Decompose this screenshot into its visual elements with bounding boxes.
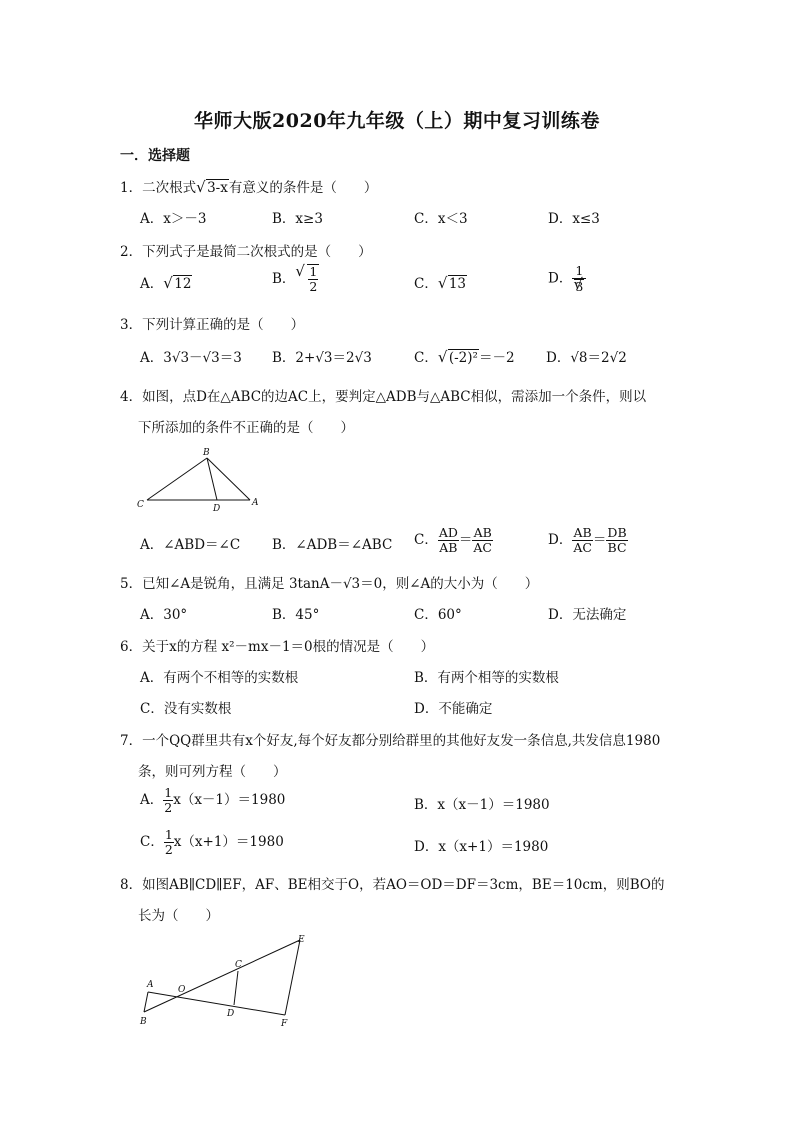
radicand: 3-x (207, 180, 228, 196)
question-4 (120, 385, 646, 405)
question-text: 有意义的条件是（ ） (228, 180, 378, 196)
option-a: A．3√3－√3＝3 (140, 350, 242, 366)
sqrt-expression (438, 276, 467, 292)
option-a: A．有两个不相等的实数根 (140, 670, 299, 686)
option-d: D．√8＝2√2 (546, 350, 627, 366)
label-b: B (140, 1017, 147, 1027)
option-d: D．x（x+1）＝1980 (414, 839, 549, 855)
question-number: 4． (120, 389, 143, 405)
numerator: √ 1 (309, 264, 318, 279)
option-a (140, 272, 192, 292)
label-d: D (213, 504, 221, 514)
section-heading: 一．选择题 (120, 148, 190, 164)
option-d: D．无法确定 (548, 607, 627, 623)
option-c (414, 526, 493, 555)
question-8-line2: 长为（ ） (138, 908, 219, 924)
label-a: A (147, 980, 154, 990)
option-a: A．30° (140, 607, 188, 623)
fraction: $\frac{AB}{AC}$ (473, 525, 492, 555)
option-b: B．有两个相等的实数根 (414, 670, 559, 686)
option-d: D．不能确定 (414, 701, 493, 717)
option-label: D． (548, 532, 573, 548)
question-number: 3． (120, 317, 143, 333)
question-text: 关于x的方程 x²－mx－1＝0根的情况是（ ） (142, 639, 435, 655)
segment-be (144, 940, 300, 1012)
option-label: A． (140, 792, 164, 808)
question-number: 1． (120, 180, 143, 196)
option-label: D． (548, 270, 573, 287)
option-c: C．x＜3 (414, 211, 468, 227)
label-c: C (235, 960, 242, 970)
question-text: 一个QQ群里共有x个好友,每个好友都分别给群里的其他好友发一条信息,共发信息1980 (142, 733, 661, 749)
segment-ef (285, 940, 300, 1015)
segment-ab (144, 992, 148, 1012)
fraction: $\frac{AB}{AC}$ (573, 525, 592, 555)
option-label: A． (140, 276, 164, 292)
denominator: 2 (309, 279, 318, 294)
triangle-figure (135, 445, 265, 515)
question-number: 8． (120, 877, 143, 893)
label-a: A (252, 498, 259, 508)
denominator: √ 3 (572, 279, 586, 294)
option-label: B． (272, 271, 296, 287)
option-expression: x（x+1）＝1980 (173, 834, 284, 850)
segment-ba (207, 458, 250, 500)
equals: ＝ (592, 532, 607, 548)
label-d: D (227, 1009, 235, 1019)
question-7-line2: 条，则可列方程（ ） (138, 764, 287, 780)
segment-bd (207, 458, 217, 500)
sqrt-expression (196, 180, 229, 196)
page-title: 华师大版2020年九年级（上）期中复习训练卷 (194, 110, 600, 132)
option-label: C． (414, 350, 438, 366)
sqrt-expression (438, 350, 479, 366)
option-d (548, 526, 628, 555)
question-text: 如图AB∥CD∥EF，AF、BE相交于O，若AO＝OD＝DF＝3cm，BE＝10cm，则BO的 (142, 877, 665, 893)
label-b: B (203, 448, 210, 458)
label-o: O (178, 985, 186, 995)
option-c: C．没有实数根 (140, 701, 232, 717)
option-c (414, 272, 467, 292)
fraction: $\frac{DB}{BC}$ (607, 525, 627, 555)
option-b: B．x（x－1）＝1980 (414, 797, 550, 813)
option-result: ＝－2 (478, 350, 515, 366)
sqrt-expression (295, 264, 319, 294)
question-number: 7． (120, 733, 143, 749)
option-b: B．45° (272, 607, 320, 623)
segment-cb (147, 458, 207, 500)
radicand: (-2)² (448, 350, 478, 366)
question-text: 下列式子是最简二次根式的是（ ） (142, 244, 372, 260)
question-text: 二次根式 (142, 180, 197, 196)
option-a: A．∠ABD＝∠C (140, 537, 241, 553)
question-3 (120, 313, 304, 333)
sqrt-expression (163, 276, 192, 292)
question-6 (120, 635, 434, 655)
label-e: E (298, 935, 305, 945)
option-a (140, 786, 285, 815)
question-text: 下列计算正确的是（ ） (142, 317, 305, 333)
parallel-lines-figure (130, 930, 320, 1030)
question-8 (120, 873, 664, 893)
numerator: 1 (572, 264, 586, 279)
question-2 (120, 240, 372, 260)
label-f: F (281, 1019, 288, 1029)
fraction (572, 264, 586, 294)
option-expression: x（x－1）＝1980 (173, 792, 286, 808)
option-b: B．2+√3＝2√3 (272, 350, 372, 366)
option-label: C． (414, 532, 438, 548)
option-b: B．∠ADB＝∠ABC (272, 537, 393, 553)
option-c: C．60° (414, 607, 462, 623)
question-number: 6． (120, 639, 143, 655)
fraction: $\frac{1}{2}$ (164, 785, 173, 815)
question-text: 已知∠A是锐角，且满足 3tanA－√3＝0，则∠A的大小为（ ） (142, 576, 539, 592)
question-number: 5． (120, 576, 143, 592)
option-a: A．x＞－3 (140, 211, 207, 227)
question-text: 如图，点D在△ABC的边AC上，要判定△ADB与△ABC相似，需添加一个条件，则以 (142, 389, 647, 405)
question-5 (120, 572, 538, 592)
option-b (272, 264, 319, 294)
radicand: 13 (448, 276, 467, 292)
label-c: C (137, 500, 144, 510)
equals: ＝ (458, 532, 473, 548)
option-d (548, 264, 586, 294)
option-label: C． (140, 834, 164, 850)
option-c (140, 828, 284, 857)
segment-cd (234, 971, 238, 1005)
question-number: 2． (120, 244, 143, 260)
question-4-line2: 下所添加的条件不正确的是（ ） (138, 420, 354, 436)
option-b: B．x≥3 (272, 211, 323, 227)
question-1 (120, 176, 377, 196)
radicand: 12 (174, 276, 192, 292)
option-label: C． (414, 276, 438, 292)
fraction: $\frac{1}{2}$ (164, 827, 173, 857)
option-c (414, 346, 515, 366)
fraction: $\frac{AD}{AB}$ (438, 525, 458, 555)
question-7 (120, 729, 660, 749)
option-d: D．x≤3 (548, 211, 600, 227)
fraction (308, 265, 318, 294)
segment-af (148, 992, 285, 1015)
